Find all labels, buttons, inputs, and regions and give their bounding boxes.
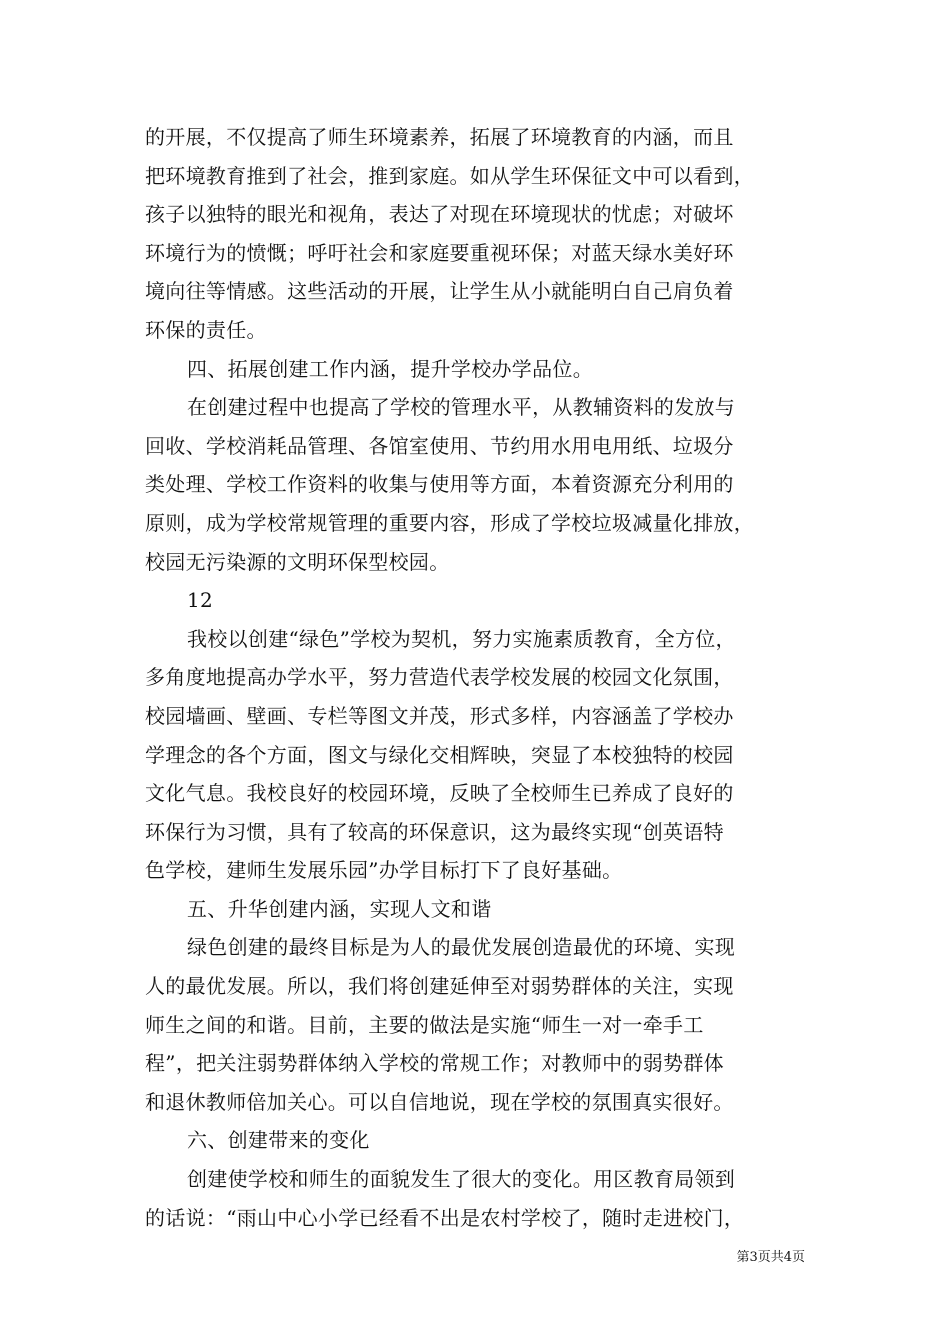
text-line: 程”，把关注弱势群体纳入学校的常规工作；对教师中的弱势群体 bbox=[145, 1051, 724, 1076]
text-line: 多角度地提高办学水平，努力营造代表学校发展的校园文化氛围， bbox=[145, 665, 734, 690]
text-line: 四、拓展创建工作内涵，提升学校办学品位。 bbox=[187, 356, 593, 381]
text-line: 五、升华创建内涵，实现人文和谐 bbox=[187, 896, 492, 921]
text-line: 环保行为习惯，具有了较高的环保意识，这为最终实现“创英语特 bbox=[145, 819, 724, 844]
text-line: 六、创建带来的变化 bbox=[187, 1128, 370, 1153]
text-line: 人的最优发展。所以，我们将创建延伸至对弱势群体的关注，实现 bbox=[145, 974, 734, 999]
text-line: 校园墙画、壁画、专栏等图文并茂，形式多样，内容涵盖了学校办 bbox=[145, 703, 734, 728]
text-line: 我校以创建“绿色”学校为契机，努力实施素质教育，全方位， bbox=[187, 626, 736, 651]
text-line: 环保的责任。 bbox=[145, 317, 267, 342]
text-line: 师生之间的和谐。目前，主要的做法是实施“师生一对一牵手工 bbox=[145, 1012, 704, 1037]
text-line: 校园无污染源的文明环保型校园。 bbox=[145, 549, 450, 574]
text-line: 的话说：“雨山中心小学已经看不出是农村学校了，随时走进校门， bbox=[145, 1205, 745, 1230]
text-line: 孩子以独特的眼光和视角，表达了对现在环境现状的忧虑；对破坏 bbox=[145, 202, 734, 227]
text-line: 色学校，建师生发展乐园”办学目标打下了良好基础。 bbox=[145, 858, 623, 883]
text-line: 的开展，不仅提高了师生环境素养，拓展了环境教育的内涵，而且 bbox=[145, 125, 734, 149]
text-line: 文化气息。我校良好的校园环境，反映了全校师生已养成了良好的 bbox=[145, 781, 734, 806]
text-line: 12 bbox=[187, 588, 214, 613]
text-line: 绿色创建的最终目标是为人的最优发展创造最优的环境、实现 bbox=[187, 935, 736, 960]
document-body bbox=[145, 118, 825, 1237]
text-line: 原则，成为学校常规管理的重要内容，形成了学校垃圾减量化排放， bbox=[145, 510, 754, 535]
text-line: 境向往等情感。这些活动的开展，让学生从小就能明白自己肩负着 bbox=[145, 279, 734, 304]
text-line: 类处理、学校工作资料的收集与使用等方面，本着资源充分利用的 bbox=[145, 472, 734, 497]
text-line: 创建使学校和师生的面貌发生了很大的变化。用区教育局领到 bbox=[187, 1167, 736, 1192]
text-line: 和退休教师倍加关心。可以自信地说，现在学校的氛围真实很好。 bbox=[145, 1089, 734, 1114]
text-line: 回收、学校消耗品管理、各馆室使用、节约用水用电用纸、垃圾分 bbox=[145, 433, 734, 458]
text-line: 环境行为的愤慨；呼吁社会和家庭要重视环保；对蓝天绿水美好环 bbox=[145, 240, 734, 265]
text-line: 在创建过程中也提高了学校的管理水平，从教辅资料的发放与 bbox=[187, 395, 736, 420]
text-line: 学理念的各个方面，图文与绿化交相辉映，突显了本校独特的校园 bbox=[145, 742, 734, 767]
text-line: 把环境教育推到了社会，推到家庭。如从学生环保征文中可以看到， bbox=[145, 163, 754, 188]
page-number-footer: 第3页共4页 bbox=[736, 1250, 805, 1265]
